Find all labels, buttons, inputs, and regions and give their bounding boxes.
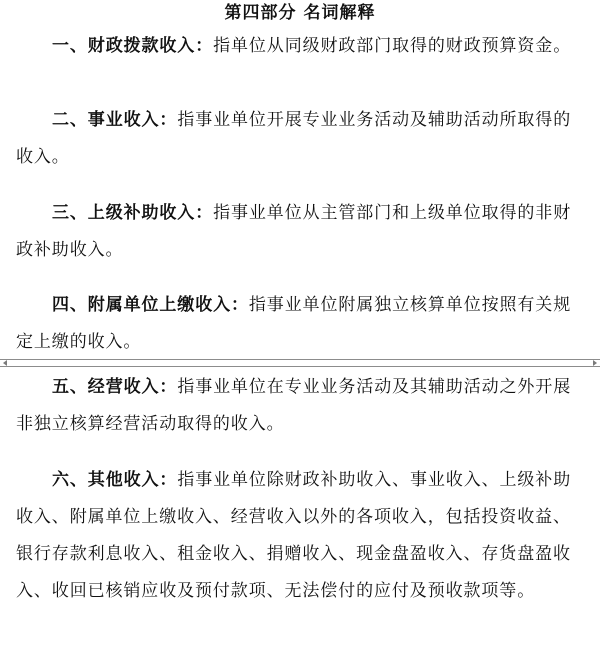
definition-term: 二、事业收入： [52,110,178,130]
definition-text: 指事业单位附属独立核算单位按照有关规定上缴的收入。 [16,295,572,352]
definition-paragraph-1 [16,28,582,65]
definition-paragraph-2 [16,102,582,176]
definition-text: 指单位从同级财政部门取得的财政预算资金。 [213,36,572,56]
definition-text: 指事业单位在专业业务活动及其辅助活动之外开展非独立核算经营活动取得的收入。 [16,377,572,434]
definition-term: 六、其他收入： [52,470,178,490]
definition-paragraph-4 [16,287,582,361]
page-break-separator [0,358,600,368]
page-edge-bottom [10,366,590,367]
page-edge-top [10,359,590,360]
definition-paragraph-5 [16,369,582,443]
definition-term: 一、财政拨款收入： [52,36,214,56]
definition-paragraph-6 [16,462,582,610]
definition-term: 三、上级补助收入： [52,203,214,223]
definition-term: 五、经营收入： [52,377,178,397]
definition-text: 指事业单位除财政补助收入、事业收入、上级补助收入、附属单位上缴收入、经营收入以外的各项收入，包括投资收益、银行存款利息收入、租金收入、捐赠收入、现金盘盈收入、存货盘盈收入、收回已核销应收及预付款项、无法偿付的应付及预收款项等。 [16,470,572,601]
page-break-left-marker-icon [0,358,10,368]
definition-term: 四、附属单位上缴收入： [52,295,249,315]
definition-text: 指事业单位从主管部门和上级单位取得的非财政补助收入。 [16,203,572,260]
definition-text: 指事业单位开展专业业务活动及辅助活动所取得的收入。 [16,110,572,167]
page-break-right-marker-icon [590,358,600,368]
definition-paragraph-3 [16,195,582,269]
section-title: 第四部分 名词解释 [224,3,376,23]
